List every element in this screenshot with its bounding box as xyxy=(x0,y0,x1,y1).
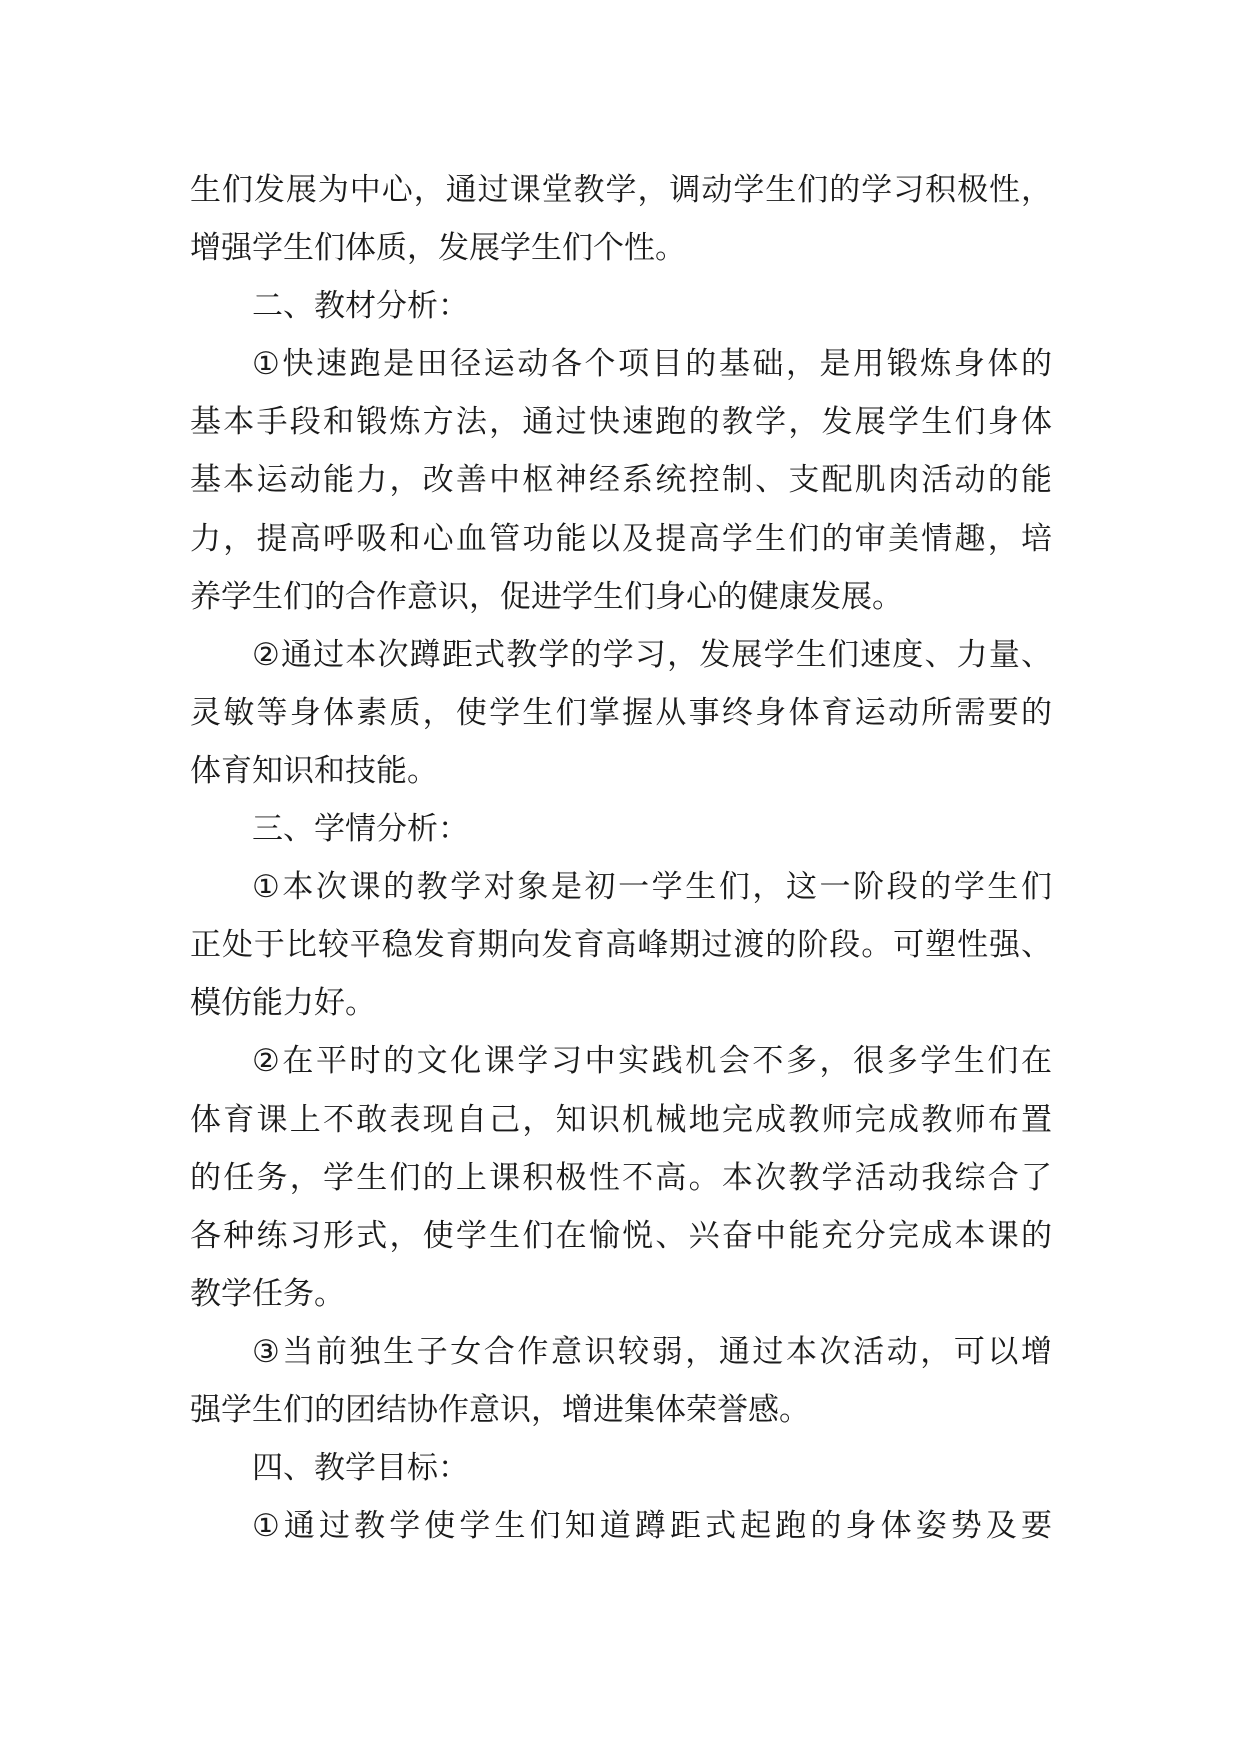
section-heading: 二、教材分析： xyxy=(252,288,469,325)
text-line: ①快速跑是田径运动各个项目的基础，是用锻炼身体的 xyxy=(252,346,1052,383)
text-line: 强学生们的团结协作意识，增进集体荣誉感。 xyxy=(190,1391,810,1428)
text-line: 体育知识和技能。 xyxy=(190,752,438,789)
text-line: 基本手段和锻炼方法，通过快速跑的教学，发展学生们身体 xyxy=(190,404,1052,441)
text-line: ③当前独生子女合作意识较弱，通过本次活动，可以增 xyxy=(252,1333,1052,1370)
text-line: 教学任务。 xyxy=(190,1275,345,1312)
text-line: 各种练习形式，使学生们在愉悦、兴奋中能充分完成本课的 xyxy=(190,1217,1052,1254)
text-line: 正处于比较平稳发育期向发育高峰期过渡的阶段。可塑性强、 xyxy=(190,927,1052,964)
text-line: 生们发展为中心，通过课堂教学，调动学生们的学习积极性， xyxy=(190,172,1052,208)
document-body xyxy=(190,161,1052,1555)
text-line: 模仿能力好。 xyxy=(190,985,376,1022)
text-line: 力，提高呼吸和心血管功能以及提高学生们的审美情趣，培 xyxy=(190,520,1052,557)
section-heading: 四、教学目标： xyxy=(252,1450,469,1487)
text-line: 增强学生们体质，发展学生们个性。 xyxy=(190,230,686,267)
text-line: 基本运动能力，改善中枢神经系统控制、支配肌肉活动的能 xyxy=(190,462,1052,499)
text-line: ①本次课的教学对象是初一学生们，这一阶段的学生们 xyxy=(252,869,1052,906)
text-line: ①通过教学使学生们知道蹲距式起跑的身体姿势及要 xyxy=(252,1508,1052,1545)
text-line: ②在平时的文化课学习中实践机会不多，很多学生们在 xyxy=(252,1043,1052,1080)
section-heading: 三、学情分析： xyxy=(252,811,469,848)
text-line: 养学生们的合作意识，促进学生们身心的健康发展。 xyxy=(190,578,903,615)
text-line: 体育课上不敢表现自己，知识机械地完成教师完成教师布置 xyxy=(190,1101,1052,1138)
text-line: 灵敏等身体素质，使学生们掌握从事终身体育运动所需要的 xyxy=(190,694,1052,731)
text-line: ②通过本次蹲距式教学的学习，发展学生们速度、力量、 xyxy=(252,636,1052,673)
text-line: 的任务，学生们的上课积极性不高。本次教学活动我综合了 xyxy=(190,1159,1052,1196)
